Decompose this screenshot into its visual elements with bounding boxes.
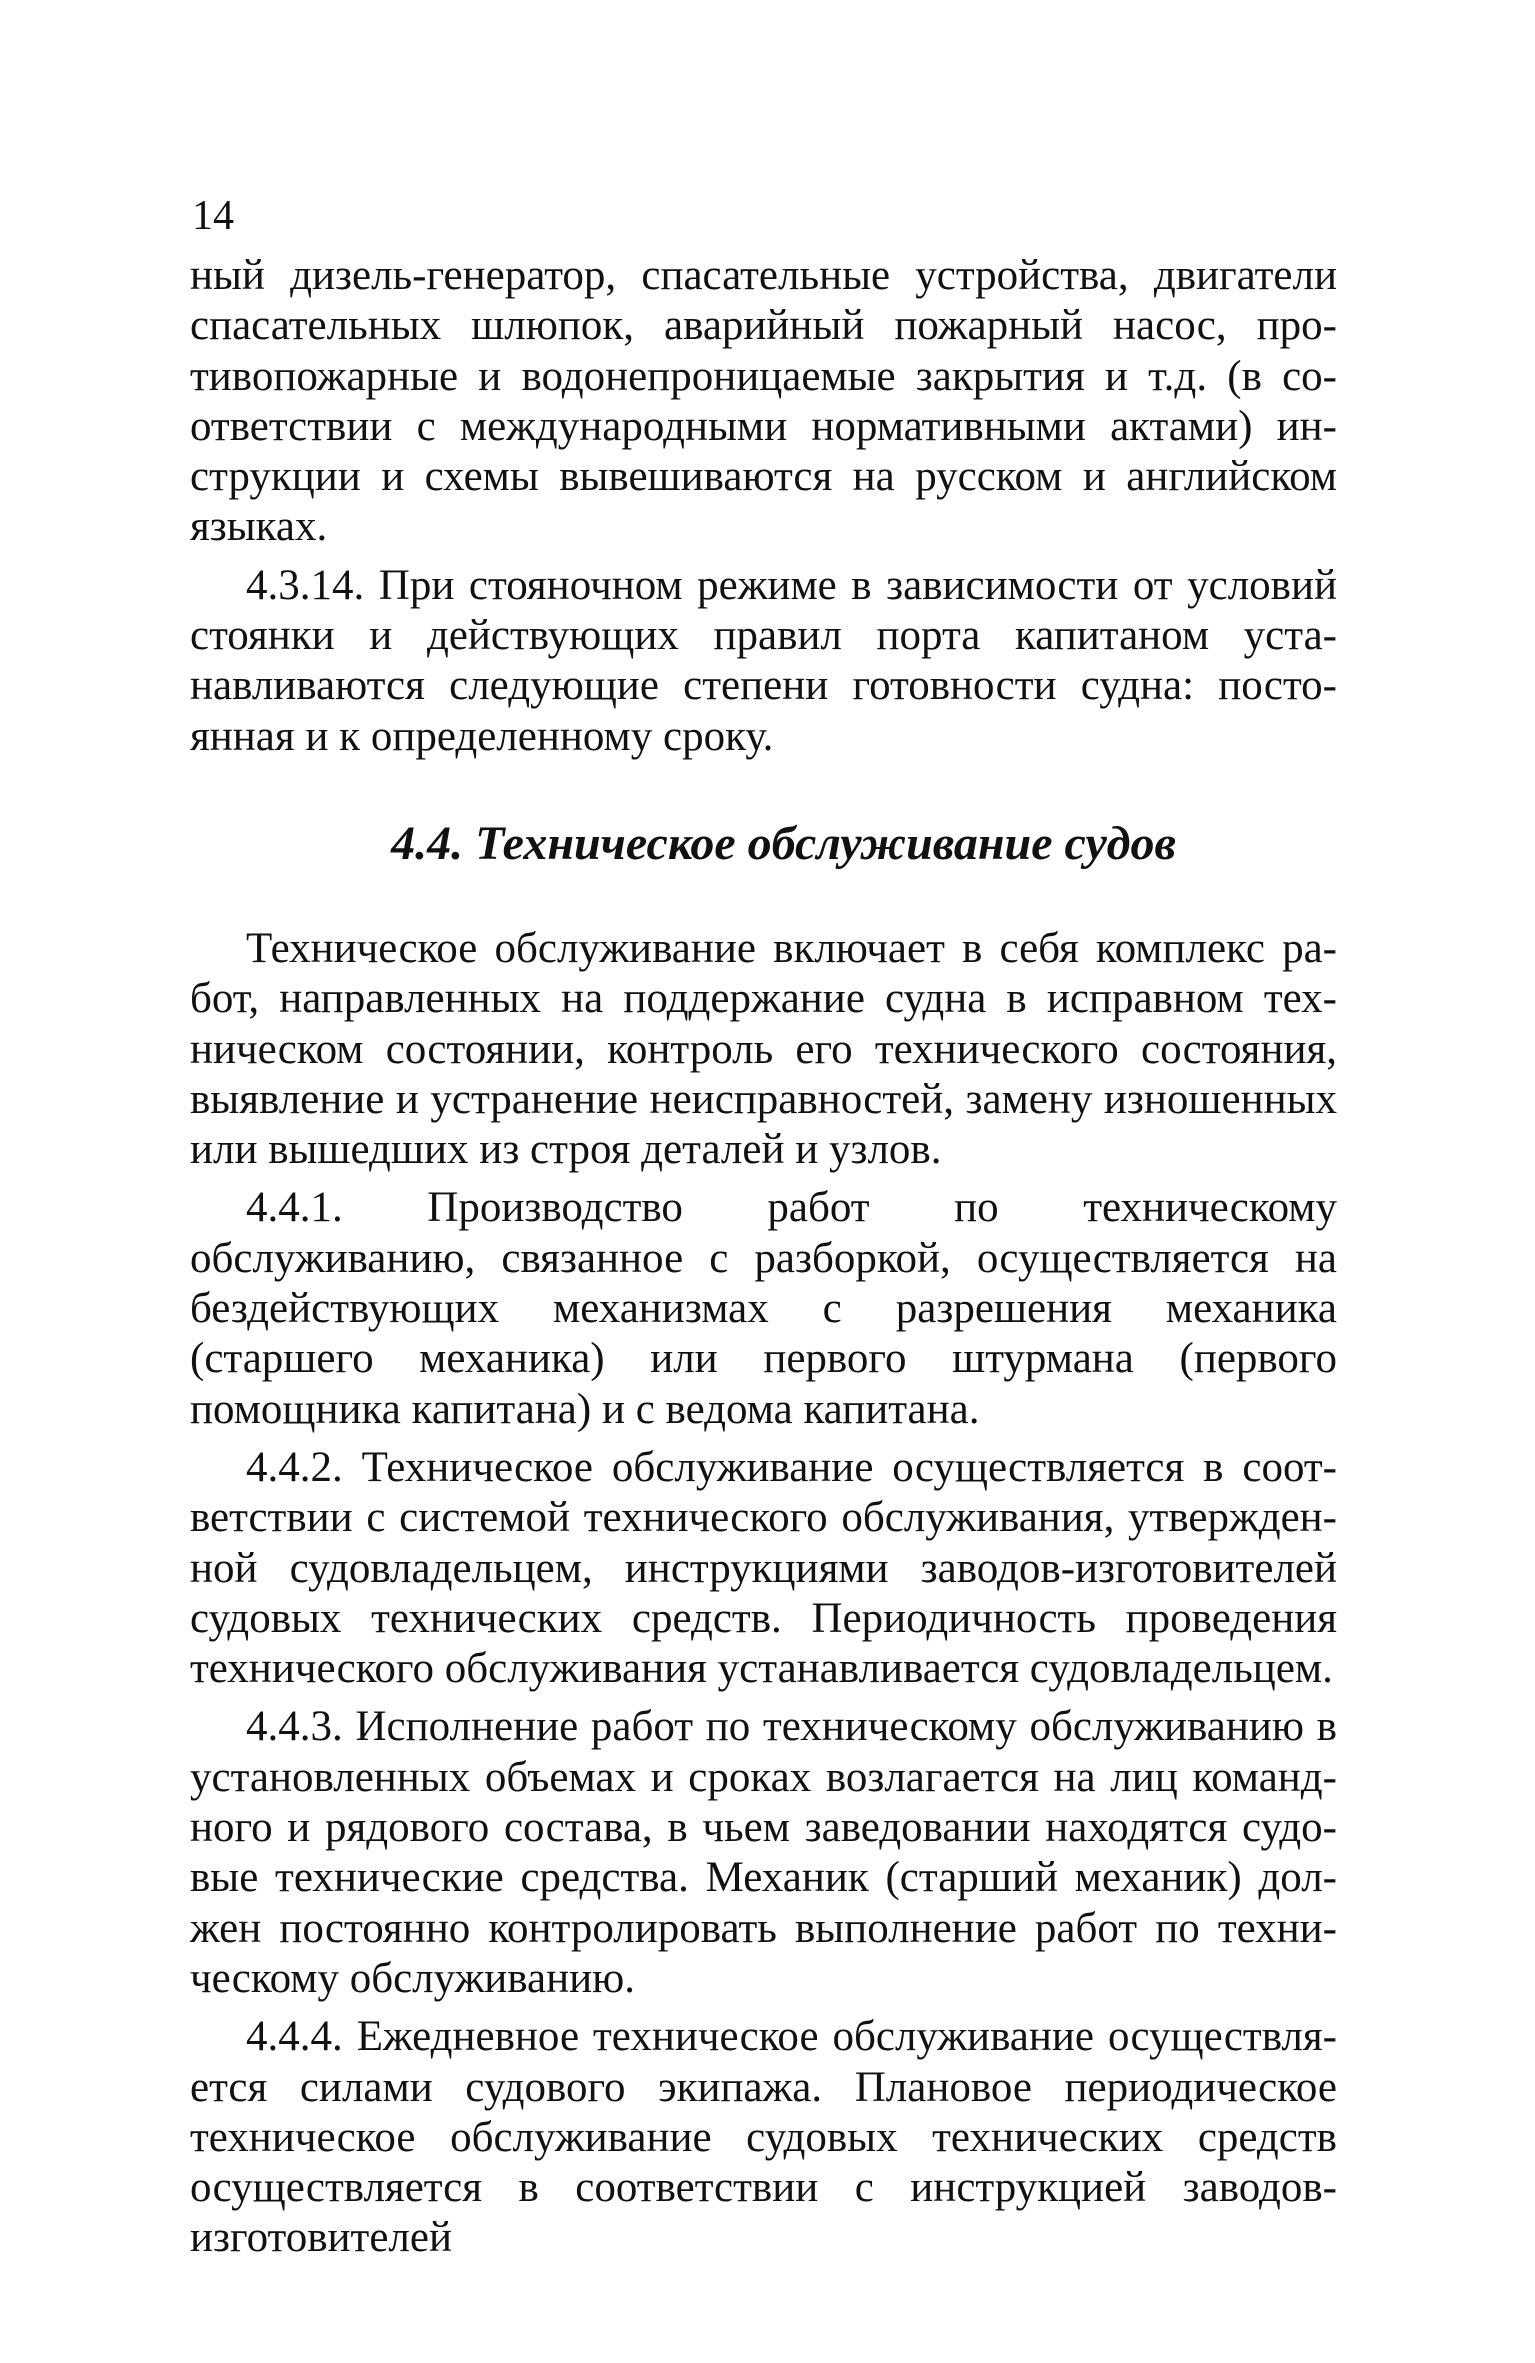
paragraph-4-3-14: 4.3.14. При стояночном режиме в зависимости от условий стоянки и действующих правил порта капитаном устанавливаются следующие степени готовности судна: постоянная и к определенному сроку. bbox=[190, 561, 1337, 760]
paragraph-4-4-3: 4.4.3. Исполнение работ по техническому обслуживанию в установленных объемах и сроках возлагается на лиц командного и рядового состава, в чьем заведовании находятся судовые технические средства. Механик (старший механик) должен постоянно контролировать выполнение работ по техническому обслуживанию. bbox=[190, 1703, 1337, 2002]
paragraph-4-4-4: 4.4.4. Ежедневное техническое обслуживание осуществляется силами судового экипажа. Плановое периодическое техническое обслуживание судовых технических средств осуществляется в соответствии с инструкцией заводов-изготовителей bbox=[190, 2013, 1337, 2262]
page-number: 14 bbox=[192, 193, 234, 239]
paragraph-4-4-1: 4.4.1. Производство работ по техническому обслуживанию, связанное с разборкой, осуществляется на бездействующих механизмах с разрешения механика (старшего механика) или первого штурмана (первого помощника капитана) и с ведома капитана. bbox=[190, 1184, 1337, 1433]
paragraph-intro: Техническое обслуживание включает в себя комплекс работ, направленных на поддержание судна в исправном техническом состоянии, контроль его технического состояния, выявление и устранение неисправностей, замену изношенных или вышедших из строя деталей и узлов. bbox=[190, 924, 1337, 1174]
paragraph-continuation: ный дизель-генератор, спасательные устройства, двигатели спасательных шлюпок, аварийный пожарный насос, противопожарные и водонепроницаемые закрытия и т.д. (в соответствии с международными нормативными актами) инструкции и схемы вывешиваются на русском и английском языках. bbox=[190, 252, 1337, 551]
page-body bbox=[190, 251, 1337, 2264]
section-heading: 4.4. Техническое обслуживание судов bbox=[391, 816, 1176, 870]
paragraph-4-4-2: 4.4.2. Техническое обслуживание осуществляется в соответствии с системой технического обслуживания, утвержденной судовладельцем, инструкциями заводов-изготовителей судовых технических средств. Периодичность проведения технического обслуживания устанавливается судовладельцем. bbox=[190, 1443, 1337, 1693]
